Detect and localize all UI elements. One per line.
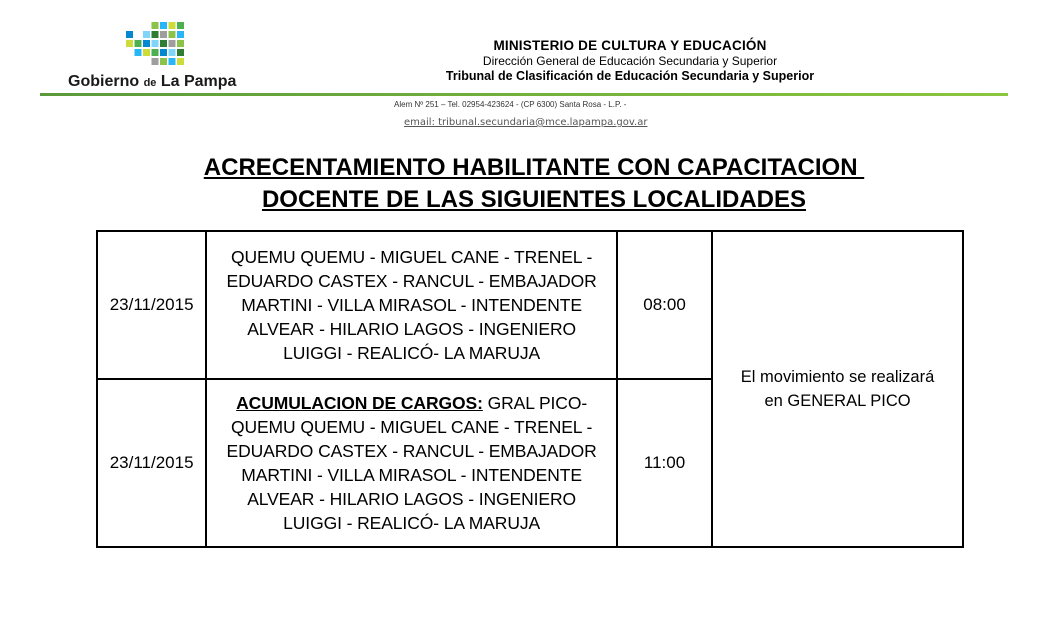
localities-line: ALVEAR - HILARIO LAGOS - INGENIERO bbox=[247, 319, 577, 339]
logo-tile bbox=[169, 49, 176, 56]
localities-cell bbox=[206, 231, 617, 379]
logo-tile bbox=[169, 58, 176, 65]
logo-tile bbox=[126, 31, 133, 38]
localities-line: LUIGGI - REALICÓ- LA MARUJA bbox=[283, 343, 541, 363]
date-cell: 23/11/2015 bbox=[97, 231, 206, 379]
header-divider bbox=[40, 93, 1008, 96]
gobierno-la-pampa-logo-icon bbox=[126, 22, 186, 68]
logo-tile bbox=[177, 40, 184, 47]
logo-tile bbox=[160, 58, 167, 65]
direction-name: Dirección General de Educación Secundaria y Superior bbox=[482, 54, 778, 68]
logo-tile bbox=[169, 31, 176, 38]
tribunal-name: Tribunal de Clasificación de Educación Secundaria y Superior bbox=[445, 69, 815, 83]
localities-line: MARTINI - VILLA MIRASOL - INTENDENTE bbox=[241, 295, 582, 315]
logo-tile bbox=[152, 40, 159, 47]
logo-tile bbox=[143, 31, 150, 38]
logo-wordmark bbox=[68, 73, 236, 91]
note-cell bbox=[712, 231, 963, 547]
date-cell: 23/11/2015 bbox=[97, 379, 206, 547]
logo-tile bbox=[152, 49, 159, 56]
note-line: El movimiento se realizará bbox=[740, 368, 935, 386]
logo-tile bbox=[143, 40, 150, 47]
logo-tile bbox=[169, 22, 176, 29]
note-line: en GENERAL PICO bbox=[764, 392, 911, 410]
logo-tile bbox=[160, 40, 167, 47]
page-title bbox=[0, 152, 1050, 216]
address-line: Alem Nº 251 – Tel. 02954-423624 - (CP 6300) Santa Rosa - L.P. - bbox=[394, 100, 627, 109]
schedule-table bbox=[96, 230, 964, 548]
logo-tile bbox=[177, 22, 184, 29]
localities-line: EDUARDO CASTEX - RANCUL - EMBAJADOR bbox=[226, 271, 597, 291]
logo-tile bbox=[160, 31, 167, 38]
logo-tile bbox=[135, 40, 142, 47]
logo-tile bbox=[152, 22, 159, 29]
logo-tile bbox=[143, 49, 150, 56]
title-line-2: DOCENTE DE LAS SIGUIENTES LOCALIDADES bbox=[261, 186, 807, 213]
logo-name-end: La Pampa bbox=[160, 73, 237, 90]
logo-tile bbox=[177, 49, 184, 56]
localities-cell bbox=[206, 379, 617, 547]
logo-name-small: de bbox=[143, 77, 157, 89]
logo-tile bbox=[160, 49, 167, 56]
logo-tile bbox=[135, 49, 142, 56]
localities-line: ALVEAR - HILARIO LAGOS - INGENIERO bbox=[247, 489, 577, 509]
ministry-name: MINISTERIO DE CULTURA Y EDUCACIÓN bbox=[493, 38, 767, 53]
logo-tile bbox=[169, 40, 176, 47]
email-link[interactable]: email: tribunal.secundaria@mce.lapampa.gov.ar bbox=[404, 117, 648, 128]
logo-tile bbox=[160, 22, 167, 29]
title-line-1: ACRECENTAMIENTO HABILITANTE CON CAPACITACION bbox=[203, 154, 865, 181]
logo-name-main: Gobierno bbox=[68, 73, 140, 90]
localities-line: EDUARDO CASTEX - RANCUL - EMBAJADOR bbox=[226, 441, 597, 461]
time-cell: 08:00 bbox=[617, 231, 712, 379]
logo-tile bbox=[152, 31, 159, 38]
localities-line: QUEMU QUEMU - MIGUEL CANE - TRENEL - bbox=[230, 247, 593, 267]
logo-tile bbox=[177, 58, 184, 65]
localities-line: MARTINI - VILLA MIRASOL - INTENDENTE bbox=[241, 465, 582, 485]
localities-line: LUIGGI - REALICÓ- LA MARUJA bbox=[283, 513, 541, 533]
ministry-header bbox=[380, 38, 880, 83]
localities-line bbox=[209, 391, 614, 415]
logo-tile bbox=[152, 58, 159, 65]
logo-tile bbox=[126, 40, 133, 47]
time-cell: 11:00 bbox=[617, 379, 712, 547]
logo-tile bbox=[177, 31, 184, 38]
accumulation-label: ACUMULACION DE CARGOS: bbox=[236, 393, 483, 413]
localities-line: QUEMU QUEMU - MIGUEL CANE - TRENEL - bbox=[230, 417, 593, 437]
accumulation-rest: GRAL PICO- bbox=[482, 393, 588, 413]
table-row bbox=[97, 231, 963, 379]
